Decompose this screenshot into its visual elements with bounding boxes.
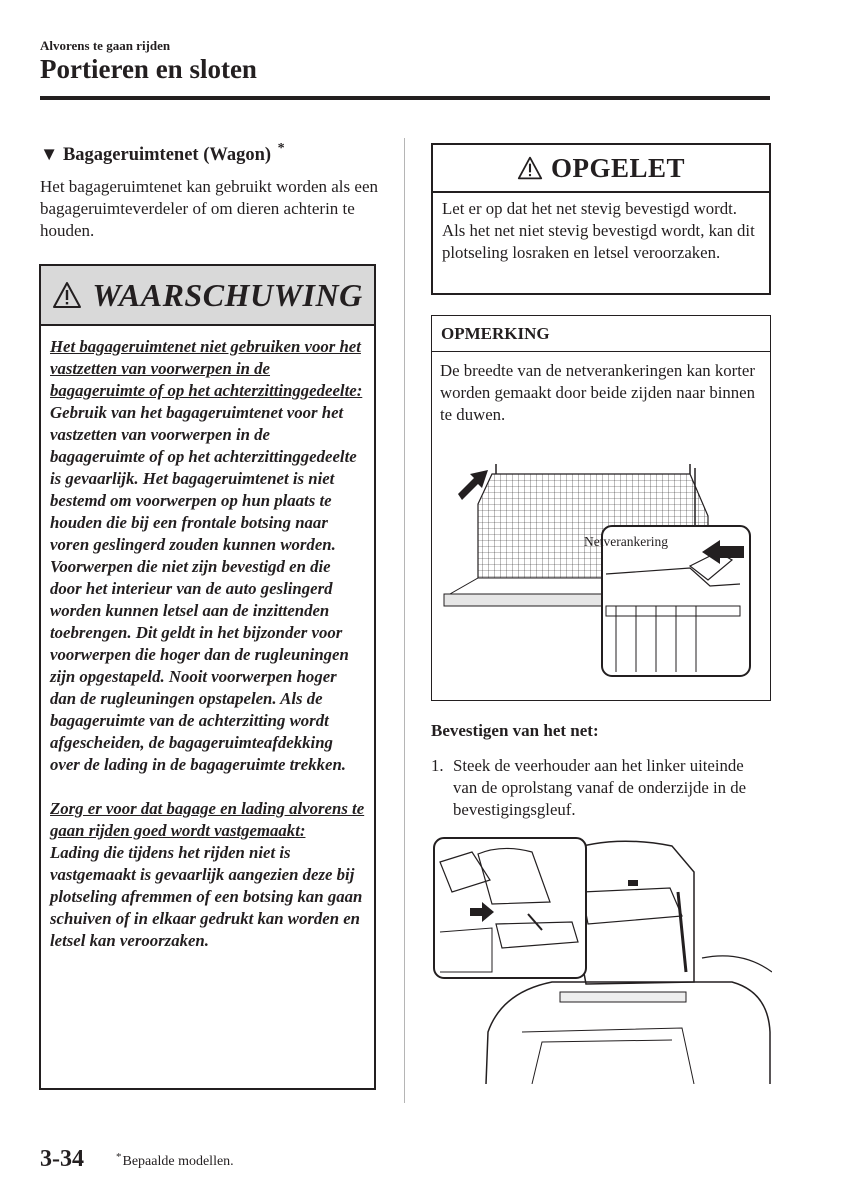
- warning-item-heading: Zorg er voor dat bagage en lading alvorens te gaan rijden goed wordt vastgemaakt:: [50, 799, 365, 840]
- warning-header: [41, 266, 374, 326]
- note-box: [431, 315, 771, 701]
- caution-header: [433, 145, 769, 193]
- title-rule: [40, 96, 770, 100]
- warning-item-body: Lading die tijdens het rijden niet is vastgemaakt is gevaarlijk aangezien deze bij plotseling afremmen of een botsing kan gaan schuiven of in elkaar gedrukt kan worden en letsel kan veroorzaken.: [50, 843, 363, 950]
- warning-item-heading: Het bagageruimtenet niet gebruiken voor het vastzetten van voorwerpen in de bagageruimte of op het achterzittinggedeelte:: [50, 337, 363, 400]
- caution-triangle-icon: [517, 155, 543, 181]
- warning-triangle-icon: [52, 280, 82, 310]
- footnote: [116, 1151, 234, 1170]
- page-title: Portieren en sloten: [40, 54, 257, 84]
- step-item: [431, 755, 771, 821]
- caution-title: OPGELET: [550, 152, 686, 183]
- tailgate-illustration: [432, 832, 772, 1084]
- triangle-marker-icon: ▼: [40, 145, 59, 165]
- step-text: Steek de veerhouder aan het linker uiteinde van de oprolstang vanaf de onderzijde in de bevestigingsgleuf.: [453, 756, 747, 819]
- intro-text: Het bagageruimtenet kan gebruikt worden als een bagageruimteverdeler of om dieren achterin te houden.: [40, 177, 378, 240]
- footnote-text: Bepaalde modellen.: [122, 1154, 234, 1169]
- section-label: Alvorens te gaan rijden: [40, 38, 171, 53]
- subsection-title: Bagageruimtenet (Wagon): [62, 145, 272, 165]
- fastening-heading: Bevestigen van het net:: [431, 721, 599, 740]
- footnote-star: *: [116, 1151, 122, 1163]
- model-star: *: [277, 141, 285, 156]
- column-divider: [404, 138, 405, 1103]
- warning-box: [39, 264, 376, 1090]
- step-number: 1.: [431, 756, 444, 775]
- warning-title: WAARSCHUWING: [92, 276, 363, 313]
- net-anchor-illustration: [440, 456, 762, 684]
- warning-body: [41, 326, 374, 952]
- caution-box: [431, 143, 771, 295]
- page-number: 3-34: [40, 1146, 84, 1172]
- subsection-heading: [40, 141, 285, 166]
- caution-body: Let er op dat het net stevig bevestigd wordt. Als het net niet stevig bevestigd wordt, kan dit plotseling losraken en letsel veroorzaken.: [442, 199, 755, 262]
- note-title: OPMERKING: [432, 316, 770, 352]
- note-body: De breedte van de netverankeringen kan korter worden gemaakt door beide zijden naar binnen te duwen.: [440, 361, 755, 424]
- figure-label: Netverankering: [584, 534, 668, 549]
- warning-item-body: Gebruik van het bagageruimtenet voor het vastzetten van voorwerpen in de bagageruimte of op het achterzittinggedeelte is gevaarlijk. Het bagageruimtenet is niet bestemd om voorwerpen op hun plaats te houden die bij een frontale botsing naar voren geslingerd zouden kunnen worden. Voorwerpen die niet zijn bevestigd en die door het interieur van de auto geslingerd worden kunnen letsel aan de inzittenden toebrengen. Dit geldt in het bijzonder voor voorwerpen die hoger dan de rugleuningen zijn opgestapeld. Nooit voorwerpen hoger dan de rugleuningen opstapelen. Als de bagageruimte van de achterzitting wordt afgescheiden, de bagageruimteafdekking over de lading in de bagageruimte trekken.: [50, 403, 357, 774]
